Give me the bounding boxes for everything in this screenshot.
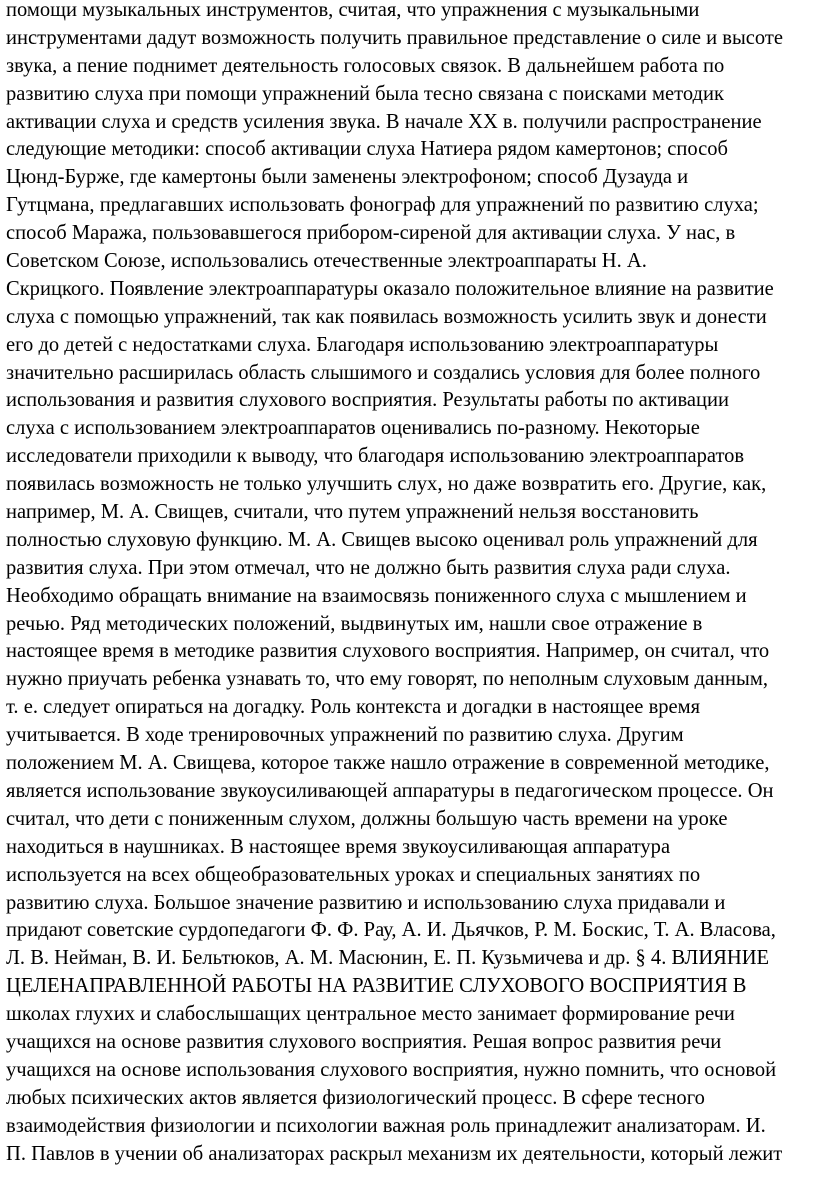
text-line: Л. В. Нейман, В. И. Бельтюков, А. М. Масюнин, Е. П. Кузьмичева и др. § 4. ВЛИЯНИЕ xyxy=(6,947,770,970)
text-line: Необходимо обращать внимание на взаимосвязь пониженного слуха с мышлением и xyxy=(6,584,747,607)
text-line: слуха с использованием электроаппаратов оценивались по-разному. Некоторые xyxy=(6,417,700,440)
text-line: Советском Союзе, использовались отечественные электроаппараты Н. А. xyxy=(6,250,647,273)
text-line: звука, а пение поднимет деятельность голосовых связок. В дальнейшем работа по xyxy=(6,54,725,77)
text-line: способ Маража, пользовавшегося прибором-сиреной для активации слуха. У нас, в xyxy=(6,222,736,245)
text-line: считал, что дети с пониженным слухом, должны большую часть времени на уроке xyxy=(6,807,728,830)
text-line: учащихся на основе использования слухового восприятия, нужно помнить, что основой xyxy=(6,1058,777,1081)
text-line: развитию слуха при помощи упражнений была тесно связана с поисками методик xyxy=(6,82,724,105)
text-line: школах глухих и слабослышащих центральное место занимает формирование речи xyxy=(6,1003,735,1026)
text-line: придают советские сурдопедагоги Ф. Ф. Рау, А. И. Дьячков, Р. М. Боскис, Т. А. Власова, xyxy=(6,919,776,942)
text-line: речью. Ряд методических положений, выдвинутых им, нашли свое отражение в xyxy=(6,612,703,635)
text-line: слуха с помощью упражнений, так как появилась возможность усилить звук и донести xyxy=(6,305,767,328)
text-line: любых психических актов является физиологический процесс. В сфере тесного xyxy=(6,1086,705,1109)
text-line: нужно приучать ребенка узнавать то, что ему говорят, по неполным слуховым данным, xyxy=(6,668,768,691)
text-line: учащихся на основе развития слухового восприятия. Решая вопрос развития речи xyxy=(6,1030,722,1053)
text-line: т. е. следует опираться на догадку. Роль контекста и догадки в настоящее время xyxy=(6,696,701,719)
text-line: развитию слуха. Большое значение развитию и использованию слуха придавали и xyxy=(6,891,726,914)
text-line: его до детей с недостатками слуха. Благодаря использованию электроаппаратуры xyxy=(6,333,719,356)
text-line: значительно расширилась область слышимого и создались условия для более полного xyxy=(6,361,761,384)
text-line: положением М. А. Свищева, которое также нашло отражение в современной методике, xyxy=(6,752,770,775)
text-line: взаимодействия физиологии и психологии важная роль принадлежит анализаторам. И. xyxy=(6,1114,766,1137)
text-line: активации слуха и средств усиления звука. В начале XX в. получили распространение xyxy=(6,110,762,133)
text-line: Скрицкого. Появление электроаппаратуры оказало положительное влияние на развитие xyxy=(6,277,774,300)
text-line: инструментами дадут возможность получить правильное представление о силе и высоте xyxy=(6,26,784,49)
text-line: учитывается. В ходе тренировочных упражнений по развитию слуха. Другим xyxy=(6,724,684,747)
text-line: П. Павлов в учении об анализаторах раскрыл механизм их деятельности, который лежит xyxy=(6,1142,783,1165)
text-line: Цюнд-Бурже, где камертоны были заменены электрофоном; способ Дузауда и xyxy=(6,166,689,189)
text-line: полностью слуховую функцию. М. А. Свищев высоко оценивал роль упражнений для xyxy=(6,528,758,551)
text-line: Гутцмана, предлагавших использовать фонограф для упражнений по развитию слуха; xyxy=(6,194,759,217)
text-line: помощи музыкальных инструментов, считая, что упражнения с музыкальными xyxy=(6,0,700,21)
text-line: настоящее время в методике развития слухового восприятия. Например, он считал, что xyxy=(6,640,770,663)
text-line: использования и развития слухового восприятия. Результаты работы по активации xyxy=(6,389,730,412)
text-line: появилась возможность не только улучшить слух, но даже возвратить его. Другие, как, xyxy=(6,473,767,496)
text-line: находиться в наушниках. В настоящее время звукоусиливающая аппаратура xyxy=(6,835,671,858)
text-line: следующие методики: способ активации слуха Натиера рядом камертонов; способ xyxy=(6,138,728,161)
body-text xyxy=(6,0,814,1168)
text-line: является использование звукоусиливающей аппаратуры в педагогическом процессе. Он xyxy=(6,779,774,802)
text-line: исследователи приходили к выводу, что благодаря использованию электроаппаратов xyxy=(6,445,745,468)
text-line: развития слуха. При этом отмечал, что не должно быть развития слуха ради слуха. xyxy=(6,556,731,579)
text-line: например, М. А. Свищев, считали, что путем упражнений нельзя восстановить xyxy=(6,501,699,524)
text-line: используется на всех общеобразовательных уроках и специальных занятиях по xyxy=(6,863,701,886)
text-line: ЦЕЛЕНАПРАВЛЕННОЙ РАБОТЫ НА РАЗВИТИЕ СЛУХОВОГО ВОСПРИЯТИЯ В xyxy=(6,975,747,998)
